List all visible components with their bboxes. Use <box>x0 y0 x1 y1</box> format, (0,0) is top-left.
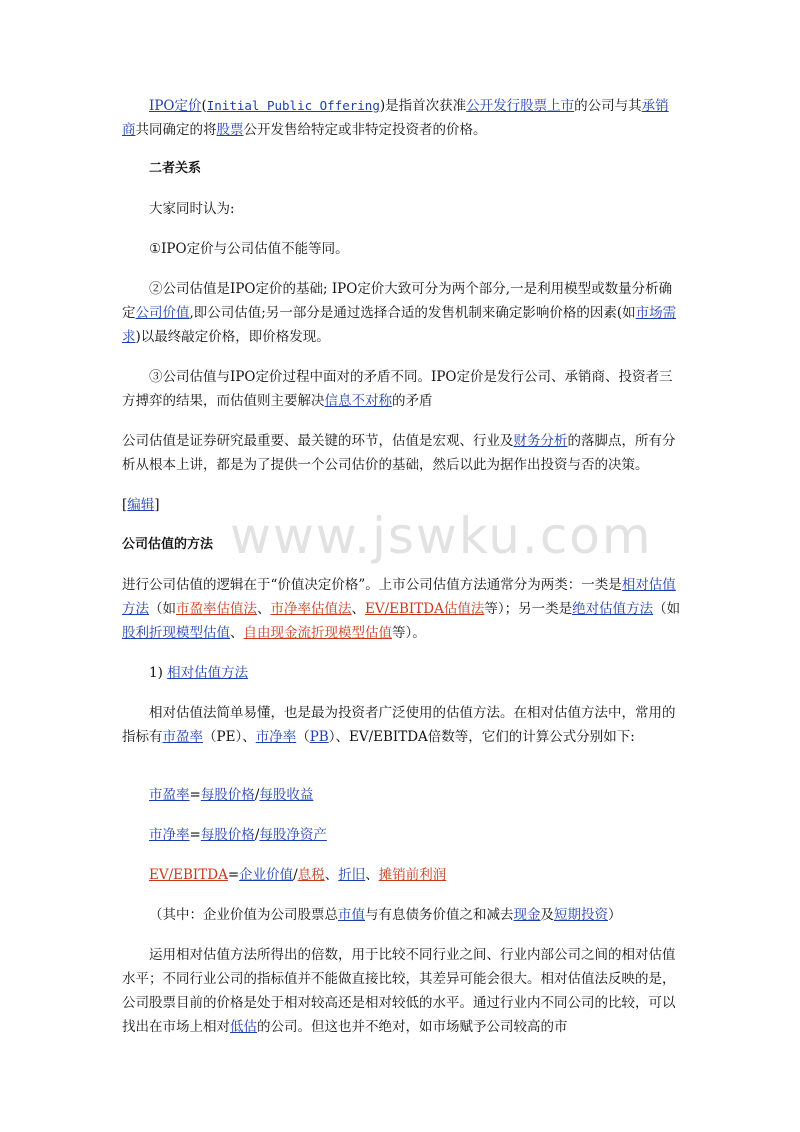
valuation-core-paragraph <box>122 429 682 477</box>
text: )以最终敲定价格，即价格发现。 <box>135 329 330 345</box>
bracket: ] <box>154 497 160 513</box>
link-pb-ratio[interactable]: 市净率 <box>149 827 190 843</box>
link-ipo-pricing[interactable]: IPO定价 <box>149 98 202 114</box>
link-market-value[interactable]: 市值 <box>338 907 365 923</box>
equals: = <box>189 827 201 843</box>
link-ev-ebitda[interactable]: EV/EBITDA <box>149 867 228 883</box>
link-absolute-valuation[interactable]: 绝对估值方法 <box>572 601 654 617</box>
link-information-asymmetry[interactable]: 信息不对称 <box>324 393 392 409</box>
slash: / <box>254 827 260 843</box>
formula-ev-ebitda <box>122 863 682 887</box>
link-public-listing[interactable]: 公开发行股票上市 <box>466 98 575 114</box>
slash: / <box>293 867 298 883</box>
text: ）、EV/EBITDA倍数等，它们的计算公式分别如下: <box>328 729 635 745</box>
text: 及 <box>540 907 554 923</box>
heading-valuation-methods: 公司估值的方法 <box>122 537 214 552</box>
comma: 、 <box>365 867 379 883</box>
text: 的落脚点，所有分析从根本上讲，都是为了提供一个公司估价的基础，然后以此为据作出投资与否的决策。 <box>122 433 676 473</box>
relative-valuation-paragraph <box>122 701 682 749</box>
text: 进行公司估值的逻辑在于“价值决定价格”。上市公司估值方法通常分为两类：一类是 <box>122 577 622 593</box>
text: 等）。 <box>392 625 426 641</box>
usage-paragraph <box>122 943 682 1039</box>
item-1-paragraph: ①IPO定价与公司估值不能等同。 <box>149 241 349 257</box>
text: ( <box>201 98 207 114</box>
edit-link-line <box>122 493 682 517</box>
link-pre-amortization-profit[interactable]: 摊销前利润 <box>378 867 447 883</box>
edit-link[interactable]: 编辑 <box>127 497 155 513</box>
consensus-paragraph: 大家同时认为: <box>149 201 235 217</box>
link-price-per-share[interactable]: 每股价格 <box>200 827 255 843</box>
link-pe-ratio[interactable]: 市盈率 <box>162 729 203 745</box>
link-ev-ebitda-valuation[interactable]: EV/EBITDA估值法 <box>365 601 485 617</box>
link-financial-analysis[interactable]: 财务分析 <box>513 433 568 449</box>
text: 相对估值法简单易懂，也是最为投资者广泛使用的估值方法。在相对估值方法中，常用的指标有 <box>122 705 676 745</box>
text: （ <box>296 729 310 745</box>
text: 运用相对估值方法所得出的倍数，用于比较不同行业之间、行业内部公司之间的相对估值水平；不同行业公司的指标值并不能做直接比较，其差异可能会很大。相对估值法反映的是，公司股票目前的价格是处于相对较高还是相对较低的水平。通过行业内不同公司的比较，可以找出在市场上相对 <box>122 947 676 1035</box>
link-cash[interactable]: 现金 <box>513 907 541 923</box>
link-undervalued[interactable]: 低估 <box>230 1019 257 1035</box>
text: 的公司。但这也并不绝对，如市场赋予公司较高的市 <box>257 1019 568 1035</box>
link-earnings-per-share[interactable]: 每股收益 <box>259 787 314 803</box>
link-initial-public-offering[interactable]: Initial Public Offering <box>206 98 380 113</box>
link-pe-ratio[interactable]: 市盈率 <box>149 787 190 803</box>
equals: = <box>227 867 240 883</box>
text: （其中：企业价值为公司股票总 <box>149 907 338 923</box>
link-enterprise-value[interactable]: 企业价值 <box>239 867 294 883</box>
heading-relationship: 二者关系 <box>149 161 202 176</box>
link-depreciation[interactable]: 折旧 <box>338 867 366 883</box>
equals: = <box>189 787 201 803</box>
link-pb[interactable]: PB <box>309 729 329 745</box>
text: 等）；另一类是 <box>484 601 573 617</box>
watermark: www.jswku.com <box>230 507 653 565</box>
section-1-heading <box>122 661 682 685</box>
text: ③公司估值与IPO定价过程中面对的矛盾不同。IPO定价是发行公司、承销商、投资者三方搏弈的结果，而估值则主要解决 <box>122 369 673 409</box>
item-3-paragraph <box>122 365 682 413</box>
link-price-per-share[interactable]: 每股价格 <box>200 787 255 803</box>
link-pb-ratio[interactable]: 市净率 <box>255 729 297 745</box>
text: （PE）、 <box>203 729 256 745</box>
valuation-methods-paragraph <box>122 573 682 645</box>
text: 的矛盾 <box>392 393 433 409</box>
text: 、 <box>257 601 271 617</box>
bracket: [ <box>122 497 128 513</box>
link-interest-tax[interactable]: 息税 <box>297 867 325 883</box>
section-number: 1) <box>149 665 168 681</box>
comma: 、 <box>324 867 339 883</box>
link-relative-valuation[interactable]: 相对估值方法 <box>122 577 676 617</box>
text: 公开发售给特定或非特定投资者的价格。 <box>243 122 487 138</box>
text: ②公司估值是IPO定价的基础; IPO定价大致可分为两个部分,一是利用模型或数量分析确定 <box>122 281 673 321</box>
text: 与有息债务价值之和减去 <box>365 907 514 923</box>
text: （如 <box>653 601 681 617</box>
link-dividend-discount-model[interactable]: 股利折现模型估值 <box>122 625 230 641</box>
link-relative-valuation-section[interactable]: 相对估值方法 <box>167 665 249 681</box>
text: 、 <box>351 601 365 617</box>
text: 公司估值是证券研究最重要、最关键的环节，估值是宏观、行业及 <box>122 433 514 449</box>
text: 、 <box>230 625 244 641</box>
document-body <box>122 94 682 1039</box>
text: ） <box>608 907 622 923</box>
text: )是指首次获准 <box>379 98 467 114</box>
text: ,即公司估值;另一部分是通过选择合适的发售机制来确定影响价格的因素(如 <box>189 305 636 321</box>
link-short-term-investment[interactable]: 短期投资 <box>554 907 608 923</box>
link-underwriter[interactable]: 承销商 <box>122 98 669 138</box>
note-paragraph <box>122 903 682 927</box>
text: （如 <box>149 601 176 617</box>
item-2-paragraph <box>122 277 682 349</box>
link-net-assets-per-share[interactable]: 每股净资产 <box>259 827 327 843</box>
formula-pb <box>122 823 682 847</box>
ipo-definition-paragraph <box>122 94 682 142</box>
link-pe-valuation[interactable]: 市盈率估值法 <box>176 601 257 617</box>
link-company-value[interactable]: 公司价值 <box>135 305 190 321</box>
link-fcf-discount-model[interactable]: 自由现金流折现模型估值 <box>243 625 392 641</box>
link-stock[interactable]: 股票 <box>216 122 244 138</box>
link-market-demand[interactable]: 市场需求 <box>122 305 677 345</box>
slash: / <box>254 787 260 803</box>
link-pb-valuation[interactable]: 市净率估值法 <box>270 601 352 617</box>
text: 的公司与其 <box>574 98 642 114</box>
text: 共同确定的将 <box>135 122 217 138</box>
formula-pe <box>122 783 682 807</box>
